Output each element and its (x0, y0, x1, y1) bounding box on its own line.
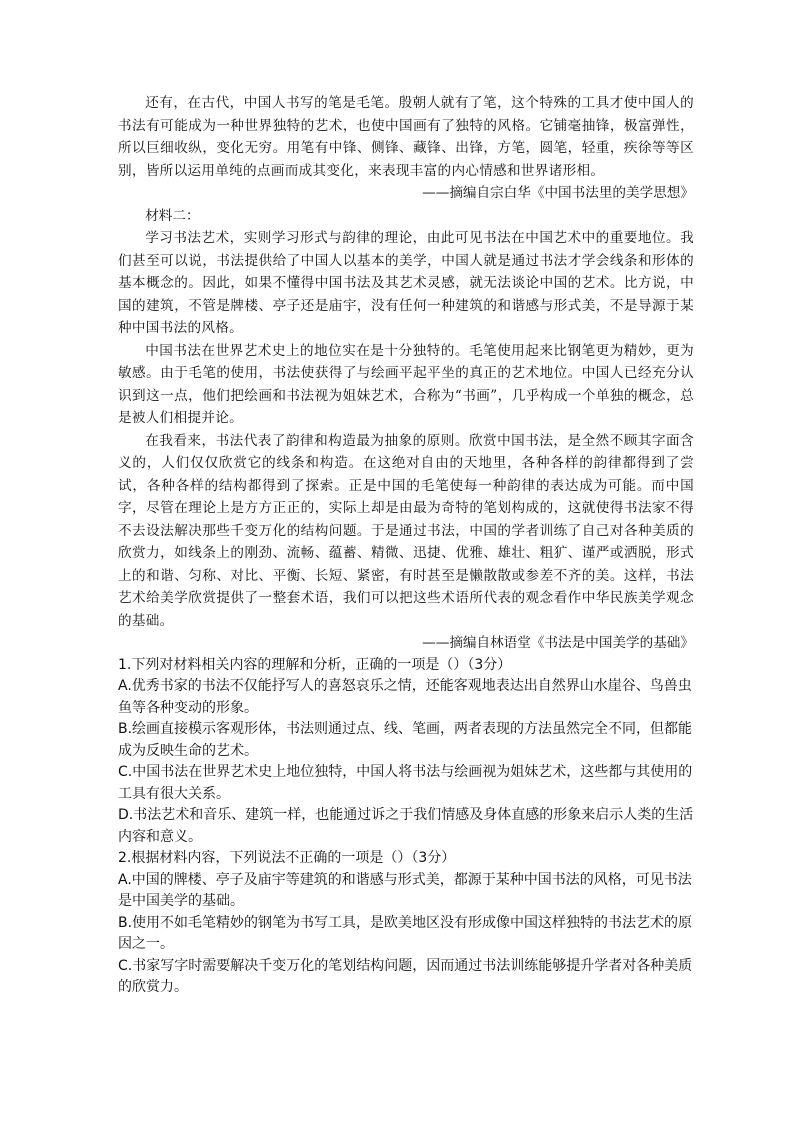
question-1 (118, 655, 694, 849)
material2-paragraph-3: 在我看来，书法代表了韵律和构造最为抽象的原则。欣赏中国书法，是全然不顾其字面含义的，人们仅仅欣赏它的线条和构造。在这绝对自由的天地里，各种各样的韵律都得到了尝试，各种各样的结构都得到了探索。正是中国的毛笔使每一种韵律的表达成为可能。而中国字，尽管在理论上是方方正正的，实际上却是由最为奇特的笔划构成的，这就使得书法家不得不去设法解决那些千变万化的结构问题。于是通过书法，中国的学者训练了自己对各种美质的欣赏力，如线条上的刚劲、流畅、蕴蓄、精微、迅捷、优雅、雄壮、粗犷、谨严或洒脱，形式上的和谐、匀称、对比、平衡、长短、紧密，有时甚至是懒散散或参差不齐的美。这样，书法艺术给美学欣赏提供了一整套术语，我们可以把这些术语所代表的观念看作中华民族美学观念的基础。 (118, 432, 694, 629)
document-page (118, 92, 694, 999)
question-1-option-c: C.中国书法在世界艺术史上地位独特，中国人将书法与绘画视为姐妹艺术，这些都与其使用的工具有很大关系。 (118, 764, 693, 802)
question-2-stem: 2.根据材料内容，下列说法不正确的一项是（）（3分） (118, 850, 456, 866)
question-1-stem: 1.下列对材料相关内容的理解和分析，正确的一项是（）（3分） (118, 656, 512, 673)
question-2-option-c: C.书家写字时需要解决千变万化的笔划结构问题，因而通过书法训练能够提升学者对各种美质的欣赏力。 (118, 957, 693, 995)
question-2-option-b: B.使用不如毛笔精妙的钢笔为书写工具，是欧美地区没有形成像中国这样独特的书法艺术的原因之一。 (118, 914, 693, 952)
question-2-option-a: A.中国的牌楼、亭子及庙宇等建筑的和谐感与形式美，都源于某种中国书法的风格，可见书法是中国美学的基础。 (118, 871, 692, 909)
question-1-option-b: B.绘画直接模示客观形体，书法则通过点、线、笔画，两者表现的方法虽然完全不同，但都能成为反映生命的艺术。 (118, 721, 693, 759)
question-1-option-a: A.优秀书家的书法不仅能抒写人的喜怒哀乐之情，还能客观地表达出自然界山水崖谷、鸟兽虫鱼等各种变动的形象。 (118, 678, 692, 716)
question-1-option-d: D.书法艺术和音乐、建筑一样，也能通过诉之于我们情感及身体直感的形象来启示人类的生活内容和意义。 (118, 807, 694, 845)
material2-source: ——摘编自林语堂《书法是中国美学的基础》 (422, 635, 694, 651)
material1-paragraph: 还有，在古代，中国人书写的笔是毛笔。殷朝人就有了笔，这个特殊的工具才使中国人的书法有可能成为一种世界独特的艺术，也使中国画有了独特的风格。它铺毫抽锋，极富弹性，所以巨细收纵，变化无穷。用笔有中锋、侧锋、藏锋、出锋，方笔，圆笔，轻重，疾徐等等区别，皆所以运用单纯的点画而成其变化，来表现丰富的内心情感和世界诸形相。 (118, 95, 694, 179)
material2-label: 材料二： (145, 207, 200, 224)
material1-source: ——摘编自宗白华《中国书法里的美学思想》 (422, 185, 694, 201)
question-2 (118, 848, 694, 999)
material2-paragraph-2: 中国书法在世界艺术史上的地位实在是十分独特的。毛笔使用起来比钢笔更为精妙，更为敏感。由于毛笔的使用，书法使获得了与绘画平起平坐的真正的艺术地位。中国人已经充分认识到这一点，他们把绘画和书法视为姐妹艺术，合称为“书画”，几乎构成一个单独的概念，总是被人们相提并论。 (118, 342, 694, 426)
material2-paragraph-1: 学习书法艺术，实则学习形式与韵律的理论，由此可见书法在中国艺术中的重要地位。我们甚至可以说，书法提供给了中国人以基本的美学，中国人就是通过书法才学会线条和形体的基本概念的。因此，如果不懂得中国书法及其艺术灵感，就无法谈论中国的艺术。比方说，中国的建筑，不管是牌楼、亭子还是庙宇，没有任何一种建筑的和谐感与形式美，不是导源于某种中国书法的风格。 (118, 230, 694, 336)
